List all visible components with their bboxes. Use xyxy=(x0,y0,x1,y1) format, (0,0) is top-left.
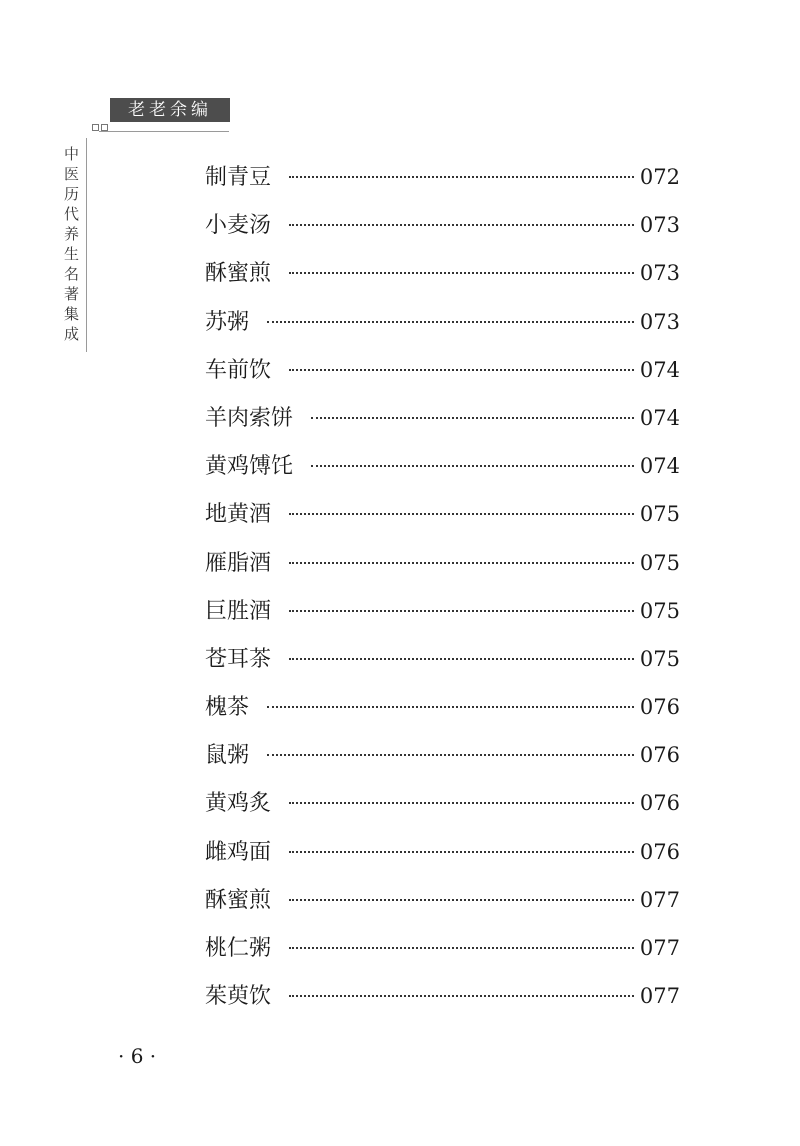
toc-entry-title: 地黄酒 xyxy=(205,502,272,528)
toc-entry[interactable] xyxy=(205,449,680,497)
toc-entry[interactable] xyxy=(205,208,680,256)
toc-leader-dots xyxy=(267,706,634,708)
toc-entry-title: 桃仁粥 xyxy=(205,936,272,961)
toc-entry-title: 黄鸡炙 xyxy=(205,791,272,817)
toc-entry[interactable] xyxy=(205,835,680,883)
decorative-square-icon xyxy=(92,124,99,131)
toc-leader-dots xyxy=(289,369,634,371)
toc-entry-page: 073 xyxy=(639,213,680,238)
toc-entry[interactable] xyxy=(205,546,680,594)
toc-leader-dots xyxy=(289,610,634,612)
toc-leader-dots xyxy=(289,899,634,901)
toc-entry[interactable] xyxy=(205,305,680,353)
toc-entry-title: 黄鸡馎饦 xyxy=(205,454,294,480)
toc-leader-dots xyxy=(311,465,634,467)
series-title: 中医历代养生名著集成 xyxy=(62,146,80,346)
toc-entry-title: 酥蜜煎 xyxy=(205,887,272,913)
toc-entry[interactable] xyxy=(205,160,680,208)
toc-entry-title: 巨胜酒 xyxy=(205,598,272,624)
toc-leader-dots xyxy=(289,513,634,515)
header-rule xyxy=(99,131,229,132)
toc-entry[interactable] xyxy=(205,979,680,1027)
toc-entry[interactable] xyxy=(205,690,680,738)
toc-entry-title: 雁脂酒 xyxy=(205,550,272,576)
toc-leader-dots xyxy=(267,754,634,756)
toc-entry-page: 074 xyxy=(639,405,680,430)
toc-leader-dots xyxy=(289,272,634,274)
toc-entry-page: 075 xyxy=(639,598,680,623)
toc-entry[interactable] xyxy=(205,738,680,786)
toc-leader-dots xyxy=(289,851,634,853)
side-rule xyxy=(86,138,87,352)
toc-entry[interactable] xyxy=(205,786,680,834)
toc-entry-page: 075 xyxy=(639,646,680,671)
toc-entry-page: 072 xyxy=(639,165,680,189)
book-title-label: 老老余编 xyxy=(110,98,230,122)
toc-entry-title: 酥蜜煎 xyxy=(205,261,272,287)
toc-leader-dots xyxy=(289,995,634,997)
toc-entry-page: 075 xyxy=(639,550,680,575)
toc-leader-dots xyxy=(289,802,634,804)
toc-entry-page: 073 xyxy=(639,309,680,334)
toc-entry-title: 车前饮 xyxy=(205,357,272,383)
toc-leader-dots xyxy=(289,947,634,949)
toc-entry-page: 076 xyxy=(639,839,680,864)
toc-entry-title: 苍耳茶 xyxy=(205,646,272,672)
toc-leader-dots xyxy=(289,658,634,660)
toc-entry-page: 077 xyxy=(639,984,680,1009)
toc-entry-title: 雌鸡面 xyxy=(205,839,272,865)
page-number: · 6 · xyxy=(118,1044,157,1068)
toc-leader-dots xyxy=(311,417,634,419)
toc-entry-page: 073 xyxy=(639,261,680,286)
toc-entry-page: 074 xyxy=(639,357,680,382)
toc-entry-title: 鼠粥 xyxy=(205,743,250,769)
toc-entry[interactable] xyxy=(205,256,680,304)
toc-entry[interactable] xyxy=(205,642,680,690)
toc-leader-dots xyxy=(267,321,634,323)
toc-entry[interactable] xyxy=(205,931,680,979)
toc-entry-title: 茱萸饮 xyxy=(205,984,272,1010)
decorative-square-icon xyxy=(101,124,108,131)
toc-leader-dots xyxy=(289,562,634,564)
toc-entry-title: 槐茶 xyxy=(205,695,250,721)
toc-entry-page: 074 xyxy=(639,454,680,479)
toc-entry-page: 076 xyxy=(639,791,680,816)
toc-entry[interactable] xyxy=(205,883,680,931)
toc-entry-page: 076 xyxy=(639,743,680,768)
toc-entry[interactable] xyxy=(205,497,680,545)
toc-entry[interactable] xyxy=(205,594,680,642)
toc-entry-page: 075 xyxy=(639,502,680,527)
toc-entry[interactable] xyxy=(205,353,680,401)
toc-entry-page: 077 xyxy=(639,936,680,960)
toc-entry-title: 制青豆 xyxy=(205,165,272,190)
toc-entry[interactable] xyxy=(205,401,680,449)
toc-leader-dots xyxy=(289,176,634,178)
toc-entry-page: 076 xyxy=(639,695,680,720)
toc-entry-title: 小麦汤 xyxy=(205,213,272,239)
toc-leader-dots xyxy=(289,224,634,226)
toc-entry-title: 羊肉索饼 xyxy=(205,405,294,431)
toc-entry-title: 苏粥 xyxy=(205,309,250,335)
toc-entry-page: 077 xyxy=(639,887,680,912)
table-of-contents xyxy=(205,160,680,1027)
